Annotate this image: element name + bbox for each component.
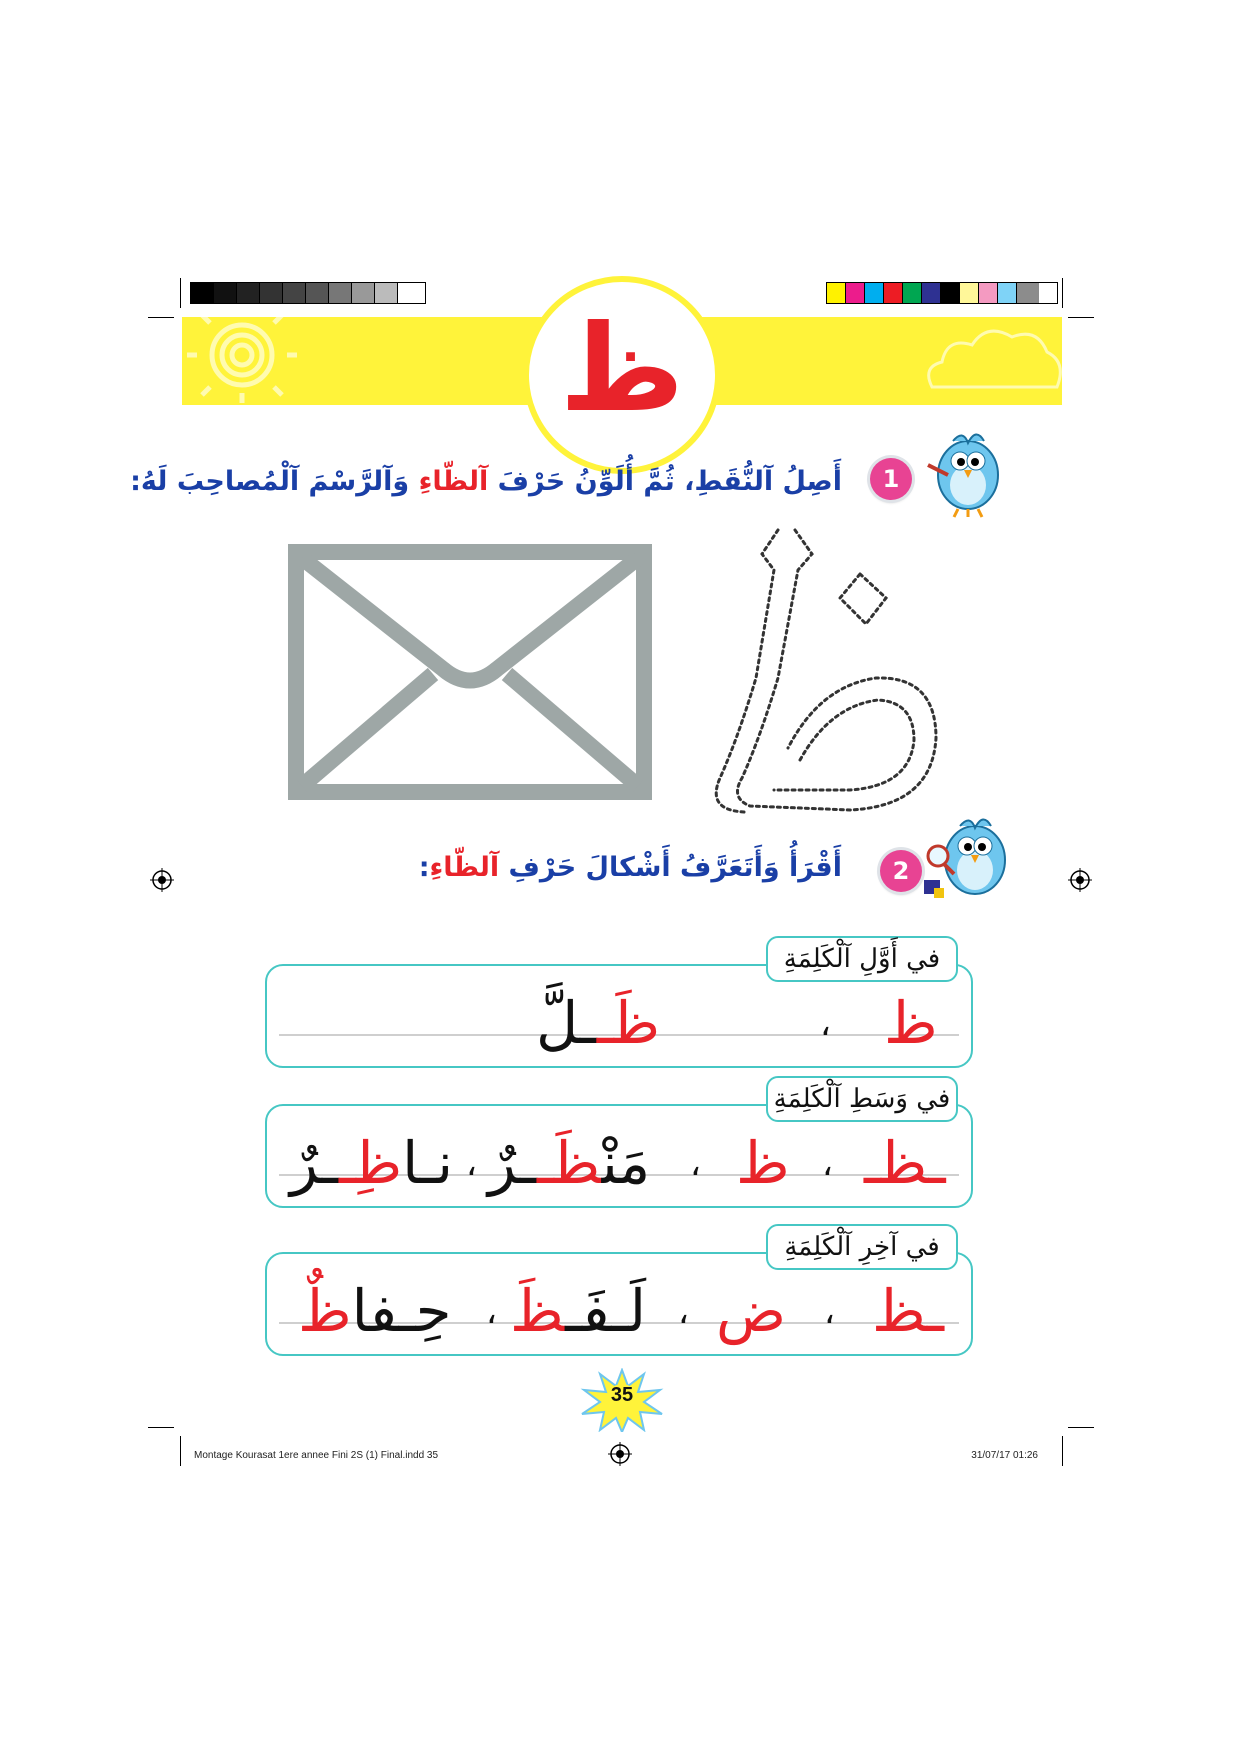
header-letter: ظ [559, 300, 685, 439]
crop-mark [180, 1436, 181, 1466]
row2-w2-red: ظَـ [537, 1129, 602, 1197]
footer-file-name: Montage Kourasat 1ere annee Fini 2S (1) Final.indd 35 [194, 1450, 439, 1461]
row3-w2-black: لَـفَـ [565, 1277, 647, 1345]
row3-letter-text: ـظ [872, 1277, 945, 1345]
registration-mark-left [150, 868, 174, 892]
bird-with-paintbrush-icon [918, 425, 1018, 521]
exercise-2-instruction [419, 852, 842, 883]
exercise-1-instruction [130, 466, 842, 497]
bird-with-magnifier-icon [920, 808, 1020, 904]
box-label-medial: في وَسَطِ آلْكَلِمَةِ [766, 1076, 958, 1122]
row2-word-2 [488, 1128, 650, 1198]
exercise-1-text-a: أَصِلُ آلنُّقَطِ، ثُمَّ أُلَوِّنُ حَرْفَ [488, 466, 842, 497]
row2-isolated [736, 1128, 790, 1198]
row2-w3-b: ـرٌ [290, 1129, 339, 1197]
row3-w3-black: حِـفا [351, 1277, 452, 1345]
exercise-1-text-red: آلظّاءِ [418, 466, 489, 497]
row2-w3-a: نـا [402, 1129, 453, 1197]
row2-w2-a: مَنْ [601, 1129, 651, 1197]
exercise-1-number: 1 [870, 458, 912, 500]
crop-mark [180, 278, 181, 308]
exercise-2-text-red: آلظّاءِ [429, 852, 500, 883]
row2-w2-b: ـرٌ [488, 1129, 537, 1197]
row3-separator-2: ، [678, 1292, 689, 1332]
row3-word-3 [298, 1276, 452, 1346]
crop-mark [1068, 1427, 1094, 1428]
row3-isolated [716, 1276, 786, 1346]
registration-mark-bottom [608, 1442, 632, 1466]
row1-letter-text: ظ [884, 989, 938, 1057]
row2-separator-1: ، [822, 1144, 833, 1184]
exercise-2-text-b: : [418, 852, 430, 883]
row2-separator-2: ، [690, 1144, 701, 1184]
row2-letter [864, 1128, 946, 1198]
row1-word [536, 988, 660, 1058]
footer-timestamp: 31/07/17 01:26 [971, 1450, 1038, 1461]
row3-letter [872, 1276, 944, 1346]
row3-w2-red: ظَ [510, 1277, 566, 1345]
row2-w3-red: ظِـ [339, 1129, 403, 1197]
row1-separator: ، [820, 1004, 831, 1044]
exercise-1-text-b: وَآلرَّسْمَ آلْمُصاحِبَ لَهُ: [130, 466, 419, 497]
crop-mark [1068, 317, 1094, 318]
page-number: 35 [610, 1384, 634, 1406]
row3-separator-1: ، [824, 1292, 835, 1332]
sun-icon [182, 317, 342, 405]
envelope-icon [288, 544, 652, 800]
crop-mark [148, 317, 174, 318]
cloud-icon [912, 317, 1062, 405]
grayscale-registration-bar [190, 282, 426, 304]
row1-word-black: ـلَّ [536, 989, 597, 1057]
crop-mark [1062, 1436, 1063, 1466]
row3-w3-red: ظٌ [298, 1277, 352, 1345]
dotted-letter-zaa [700, 528, 962, 818]
crop-mark [148, 1427, 174, 1428]
crop-mark [1062, 278, 1063, 308]
row3-word-2 [510, 1276, 646, 1346]
row1-word-red: ظَـ [596, 989, 661, 1057]
exercise-2-text-a: أَقْرَأُ وَأَتَعَرَّفُ أَشْكالَ حَرْفِ [499, 852, 842, 883]
color-registration-bar [826, 282, 1058, 304]
row3-separator-3: ، [486, 1292, 497, 1332]
row1-letter [884, 988, 938, 1058]
row2-separator-3: ، [466, 1144, 477, 1184]
row2-isolated-text: ظ [736, 1129, 790, 1197]
box-label-final: في آخِرِ آلْكَلِمَةِ [766, 1224, 958, 1270]
row3-isolated-text: ض [716, 1277, 787, 1345]
row2-letter-text: ـظـ [864, 1129, 946, 1197]
exercise-2-number: 2 [880, 850, 922, 892]
box-label-initial: في أَوَّلِ آلْكَلِمَةِ [766, 936, 958, 982]
row2-word-3 [290, 1128, 453, 1198]
registration-mark-right [1068, 868, 1092, 892]
